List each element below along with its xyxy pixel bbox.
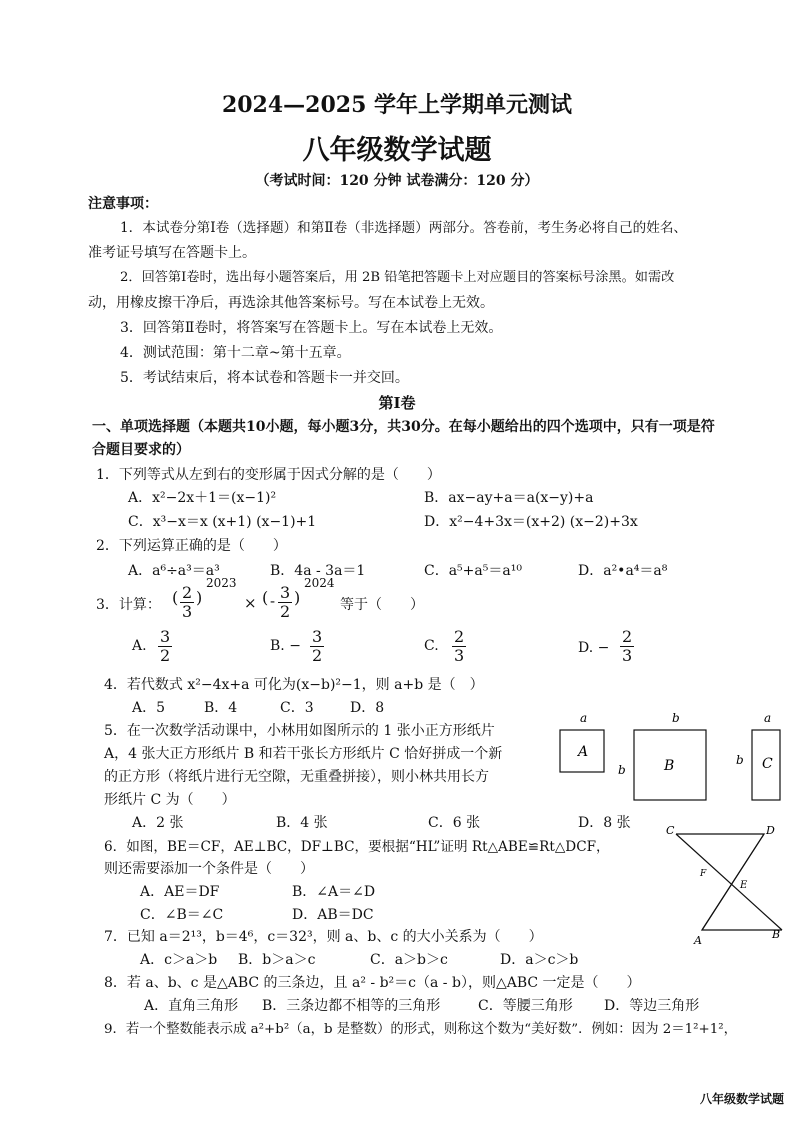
notice-heading: 注意事项： <box>88 196 158 212</box>
q3-exponent-1: 2023 <box>206 576 237 590</box>
q3-option-d-label: D. − <box>578 640 610 656</box>
q3-option-b-fraction <box>310 628 324 665</box>
q8-option-a: A．直角三角形 <box>144 998 239 1014</box>
q8-stem: 8．若 a、b、c 是△ABC 的三条边，且 a² - b²＝c（a - b），则△ABC 一定是（ ） <box>104 975 641 991</box>
q3-option-c-num: 2 <box>454 627 465 646</box>
volume-title: 第Ⅰ卷 <box>378 394 416 412</box>
q3-option-c-den: 3 <box>454 646 465 665</box>
q6-label-C: C <box>666 824 675 837</box>
q7-option-a: A．c＞a＞b <box>140 952 218 968</box>
q6-fig-diagonal2 <box>702 834 764 930</box>
notice-item4: 4．测试范围：第十二章~第十五章。 <box>120 345 351 361</box>
q3-option-a-num: 3 <box>160 627 171 646</box>
q5-option-c: C．6 张 <box>428 815 481 831</box>
q1-option-b: B．ax−ay+a＝a(x−y)+a <box>424 490 594 506</box>
q6-line2: 则还需要添加一个条件是（ ） <box>104 861 314 877</box>
q5-fig-label-a2: a <box>764 711 772 725</box>
q5-line2: A，4 张大正方形纸片 B 和若干张长方形纸片 C 恰好拼成一个新 <box>104 746 503 762</box>
part1-heading-b: 合题目要求的） <box>92 442 190 458</box>
q3-option-d-num: 2 <box>622 627 633 646</box>
q8-option-b: B．三条边都不相等的三角形 <box>262 998 441 1014</box>
q5-fig-label-a1: a <box>580 711 588 725</box>
q8-option-c: C．等腰三角形 <box>478 998 573 1014</box>
q5-fig-label-B: B <box>664 758 675 774</box>
q6-label-B: B <box>772 928 781 941</box>
q6-label-A: A <box>694 934 702 947</box>
q5-fig-label-A: A <box>578 744 589 760</box>
q7-option-c: C．a＞b＞c <box>370 952 448 968</box>
q9-stem: 9．若一个整数能表示成 a²+b²（a，b 是整数）的形式，则称这个数为“美好数”．例如：因为 2＝1²+1²， <box>104 1022 738 1037</box>
q3-denominator-1: 3 <box>182 602 193 621</box>
q6-line1: 6．如图，BE＝CF，AE⊥BC，DF⊥BC，要根据“HL”证明 Rt△ABE≌Rt△DCF， <box>104 839 610 855</box>
q1-option-c: C．x³−x＝x (x+1) (x−1)+1 <box>128 514 317 530</box>
q3-option-a-fraction <box>158 628 172 665</box>
q3-option-b-label: B. − <box>270 638 301 654</box>
q5-option-a: A．2 张 <box>132 815 184 831</box>
q2-option-b: B．4a - 3a＝1 <box>270 563 366 579</box>
q3-option-c-label: C. <box>424 638 439 654</box>
q3-option-d-den: 3 <box>622 646 633 665</box>
q3-rparen1: ) <box>196 588 203 607</box>
q3-option-a-den: 2 <box>160 646 171 665</box>
q8-option-d: D．等边三角形 <box>604 998 700 1014</box>
q3-option-b-num: 3 <box>312 627 323 646</box>
q6-fig-diagonal <box>676 834 782 930</box>
q5-fig-label-b1: b <box>672 711 680 725</box>
q5-line3: 的正方形（将纸片进行无空隙，无重叠拼接），则小林共用长方 <box>104 769 489 785</box>
q4-option-b: B．4 <box>204 700 238 716</box>
q3-rparen2: ) <box>294 588 301 607</box>
notice-item1b: 准考证号填写在答题卡上。 <box>88 245 256 261</box>
q4-stem: 4．若代数式 x²−4x+a 可化为(x−b)²−1，则 a+b 是（ ） <box>104 677 484 693</box>
q6-option-a: A．AE＝DF <box>140 884 220 900</box>
notice-item2a: 2．回答第Ⅰ卷时，选出每小题答案后，用 2B 铅笔把答题卡上对应题目的答案标号涂黑。如需改 <box>120 270 675 285</box>
q3-numerator-2: 3 <box>280 583 291 602</box>
q2-option-c: C．a⁵+a⁵＝a¹⁰ <box>424 563 522 579</box>
q3-option-c-fraction <box>452 628 466 665</box>
notice-item5: 5．考试结束后，将本试卷和答题卡一并交回。 <box>120 370 409 386</box>
title-line1: 2024—2025 学年上学期单元测试 <box>221 92 573 118</box>
notice-item1a: 1．本试卷分第Ⅰ卷（选择题）和第Ⅱ卷（非选择题）两部分。答卷前，考生务必将自己的姓名、 <box>120 220 688 236</box>
q7-stem: 7．已知 a＝2¹³，b＝4⁶，c＝32³，则 a、b、c 的大小关系为（ ） <box>104 929 543 945</box>
q4-option-c: C．3 <box>280 700 314 716</box>
q6-option-b: B．∠A＝∠D <box>292 884 376 900</box>
q3-lparen1: ( <box>172 588 179 607</box>
q7-option-d: D．a＞c＞b <box>500 952 579 968</box>
q3-fraction-1 <box>180 584 194 621</box>
q6-option-d: D．AB＝DC <box>292 907 374 923</box>
q3-numerator-1: 2 <box>182 583 193 602</box>
q3-lparen2: ( <box>262 588 269 607</box>
q5-figure <box>550 706 790 806</box>
footer-label: 八年级数学试题 <box>699 1092 784 1106</box>
q3-fraction-2 <box>278 584 292 621</box>
q3-label: 3．计算： <box>96 597 161 613</box>
q5-line1: 5．在一次数学活动课中，小林用如图所示的 1 张小正方形纸片 <box>104 723 495 739</box>
q7-option-b: B．b＞a＞c <box>238 952 316 968</box>
q1-option-d: D．x²−4+3x＝(x+2) (x−2)+3x <box>424 514 638 530</box>
q1-option-a: A．x²−2x＋1＝(x−1)² <box>128 490 277 506</box>
q3-times: × <box>244 594 257 612</box>
q3-tail: 等于（ ） <box>340 597 424 613</box>
q5-fig-label-C: C <box>762 756 773 772</box>
part1-heading-a: 一、单项选择题（本题共10小题，每小题3分，共30分。在每小题给出的四个选项中，只有一项是符 <box>92 419 715 435</box>
q6-figure <box>662 820 790 950</box>
q6-label-F: F <box>700 869 707 879</box>
page-title: 八年级数学试题 <box>302 135 492 166</box>
q5-line4: 形纸片 C 为（ ） <box>104 792 236 808</box>
q3-minus: - <box>270 592 276 610</box>
q5-option-d: D．8 张 <box>578 815 631 831</box>
exam-info: （考试时间：120 分钟 试卷满分：120 分） <box>255 173 539 189</box>
q3-option-b-den: 2 <box>312 646 323 665</box>
q2-stem: 2．下列运算正确的是（ ） <box>96 538 287 554</box>
q3-exponent-2: 2024 <box>304 576 335 590</box>
q1-stem: 1．下列等式从左到右的变形属于因式分解的是（ ） <box>96 467 441 483</box>
notice-item2b: 动，用橡皮擦干净后，再选涂其他答案标号。写在本试卷上无效。 <box>88 295 494 311</box>
q3-denominator-2: 2 <box>280 602 291 621</box>
q3-option-d-fraction <box>620 628 634 665</box>
q4-option-d: D．8 <box>350 700 385 716</box>
q6-label-D: D <box>766 824 775 837</box>
q2-option-a: A．a⁶÷a³＝a³ <box>128 563 220 579</box>
q6-option-c: C．∠B＝∠C <box>140 907 224 923</box>
q3-option-a-label: A. <box>132 638 147 654</box>
notice-item3: 3．回答第Ⅱ卷时，将答案写在答题卡上。写在本试卷上无效。 <box>120 320 503 336</box>
q4-option-a: A．5 <box>132 700 166 716</box>
q2-option-d: D．a²•a⁴＝a⁸ <box>578 563 668 579</box>
q5-fig-label-b3: b <box>736 753 744 767</box>
q5-fig-label-b2: b <box>618 763 626 777</box>
q5-option-b: B．4 张 <box>276 815 328 831</box>
q6-label-E: E <box>740 880 748 891</box>
